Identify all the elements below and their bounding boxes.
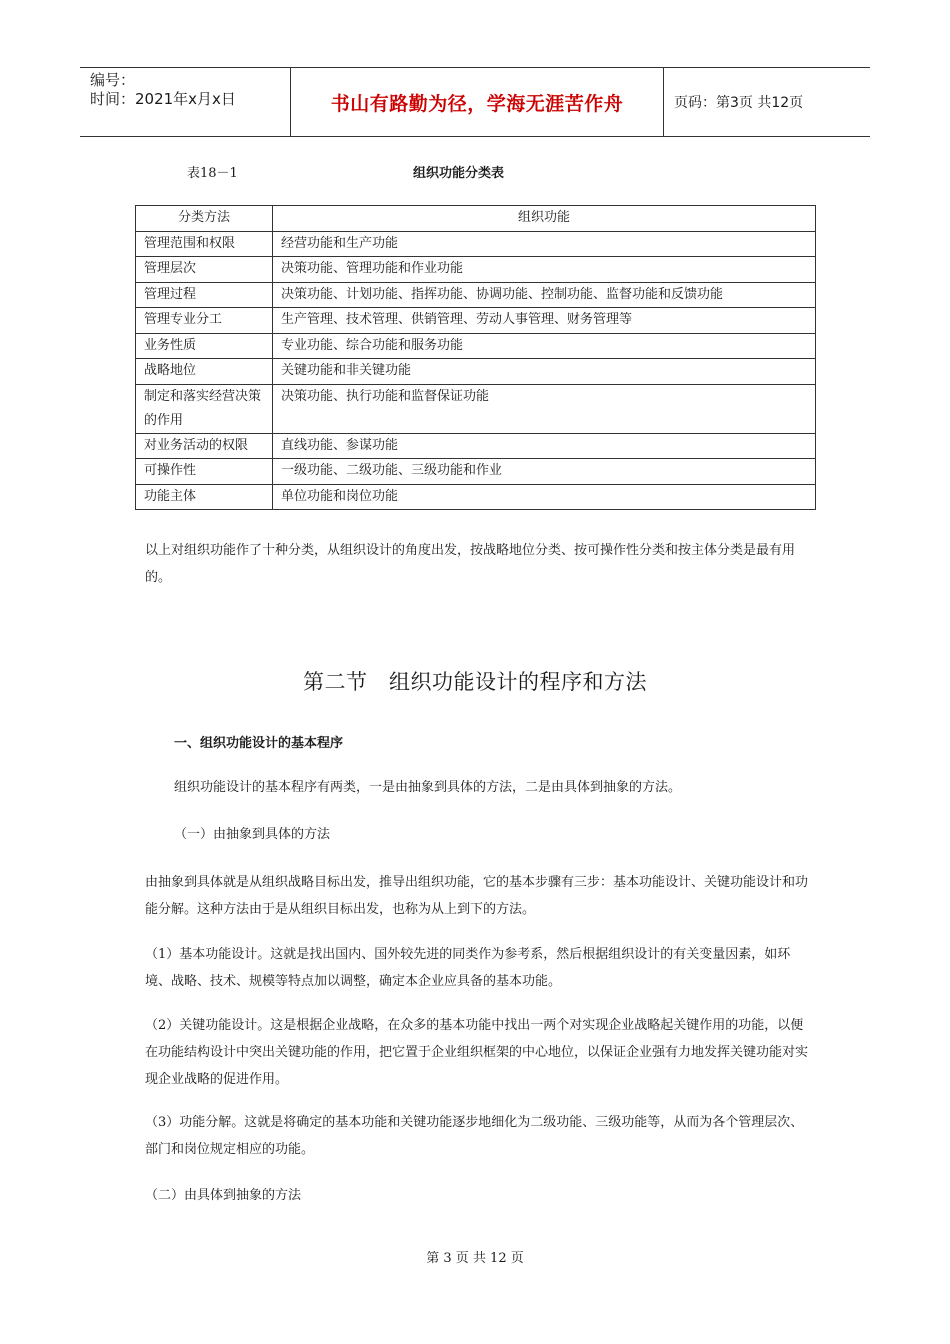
table-cell-function: 决策功能、管理功能和作业功能 xyxy=(273,257,816,283)
table-row xyxy=(136,282,816,308)
subsection-heading: （一）由抽象到具体的方法 xyxy=(174,827,331,842)
header-motto-cell xyxy=(290,68,664,136)
body-paragraph: 组织功能设计的基本程序有两类，一是由抽象到具体的方法，二是由具体到抽象的方法。 xyxy=(174,780,682,795)
table-header-row xyxy=(136,206,816,232)
body-paragraph: 由抽象到具体就是从组织战略目标出发，推导出组织功能，它的基本步骤有三步：基本功能设计、关键功能设计和功能分解。这种方法由于是从组织目标出发，也称为从上到下的方法。 xyxy=(145,875,809,917)
table-row xyxy=(136,333,816,359)
table-cell-function: 直线功能、参谋功能 xyxy=(273,433,816,459)
table-cell-method: 管理过程 xyxy=(136,282,273,308)
table-row xyxy=(136,231,816,257)
table-cell-function: 一级功能、二级功能、三级功能和作业 xyxy=(273,459,816,485)
header-motto: 书山有路勤为径，学海无涯苦作舟 xyxy=(330,92,624,115)
table-row xyxy=(136,459,816,485)
table-cell-function: 决策功能、执行功能和监督保证功能 xyxy=(273,384,816,433)
table-cell-function: 经营功能和生产功能 xyxy=(273,231,816,257)
table-cell-method: 对业务活动的权限 xyxy=(136,433,273,459)
header-page-info: 页码：第3页 共12页 xyxy=(674,95,804,111)
table-row xyxy=(136,384,816,433)
table-cell-function: 专业功能、综合功能和服务功能 xyxy=(273,333,816,359)
table-row xyxy=(136,257,816,283)
body-paragraph: （2）关键功能设计。这是根据企业战略，在众多的基本功能中找出一两个对实现企业战略起关键作用的功能，以便在功能结构设计中突出关键功能的作用，把它置于企业组织框架的中心地位，以保证企业强有力地发挥关键功能对实现企业战略的促进作用。 xyxy=(145,1018,809,1087)
table-cell-method: 功能主体 xyxy=(136,484,273,510)
page-footer: 第 3 页 共 12 页 xyxy=(426,1251,524,1266)
table-cell-method: 可操作性 xyxy=(136,459,273,485)
body-paragraph: （3）功能分解。这就是将确定的基本功能和关键功能逐步地细化为二级功能、三级功能等，从而为各个管理层次、部门和岗位规定相应的功能。 xyxy=(145,1115,804,1157)
body-paragraph: （1）基本功能设计。这就是找出国内、国外较先进的同类作为参考系，然后根据组织设计的有关变量因素，如环境、战略、技术、规模等特点加以调整，确定本企业应具备的基本功能。 xyxy=(145,947,791,989)
summary-paragraph: 以上对组织功能作了十种分类，从组织设计的角度出发，按战略地位分类、按可操作性分类和按主体分类是最有用的。 xyxy=(145,543,796,585)
classification-table xyxy=(135,205,816,510)
table-row xyxy=(136,433,816,459)
table-title: 组织功能分类表 xyxy=(413,166,505,181)
table-row xyxy=(136,359,816,385)
table-number: 表18－1 xyxy=(187,166,238,181)
subheading: 一、组织功能设计的基本程序 xyxy=(174,736,344,751)
table-row xyxy=(136,308,816,334)
document-number-label: 编号： xyxy=(90,71,136,89)
page-header xyxy=(80,67,870,137)
document-time-label: 时间：2021年x月x日 xyxy=(90,90,236,108)
table-header-function: 组织功能 xyxy=(273,206,816,232)
table-cell-method: 制定和落实经营决策的作用 xyxy=(136,384,273,433)
subsection-heading: （二）由具体到抽象的方法 xyxy=(145,1188,302,1203)
table-header-method: 分类方法 xyxy=(136,206,273,232)
header-meta xyxy=(80,68,290,136)
table-cell-function: 关键功能和非关键功能 xyxy=(273,359,816,385)
table-cell-function: 单位功能和岗位功能 xyxy=(273,484,816,510)
table-cell-method: 管理范围和权限 xyxy=(136,231,273,257)
table-cell-method: 管理层次 xyxy=(136,257,273,283)
table-cell-function: 决策功能、计划功能、指挥功能、协调功能、控制功能、监督功能和反馈功能 xyxy=(273,282,816,308)
section-title: 第二节 组织功能设计的程序和方法 xyxy=(303,670,647,694)
table-cell-function: 生产管理、技术管理、供销管理、劳动人事管理、财务管理等 xyxy=(273,308,816,334)
table-cell-method: 管理专业分工 xyxy=(136,308,273,334)
table-row xyxy=(136,484,816,510)
table-cell-method: 业务性质 xyxy=(136,333,273,359)
table-cell-method: 战略地位 xyxy=(136,359,273,385)
